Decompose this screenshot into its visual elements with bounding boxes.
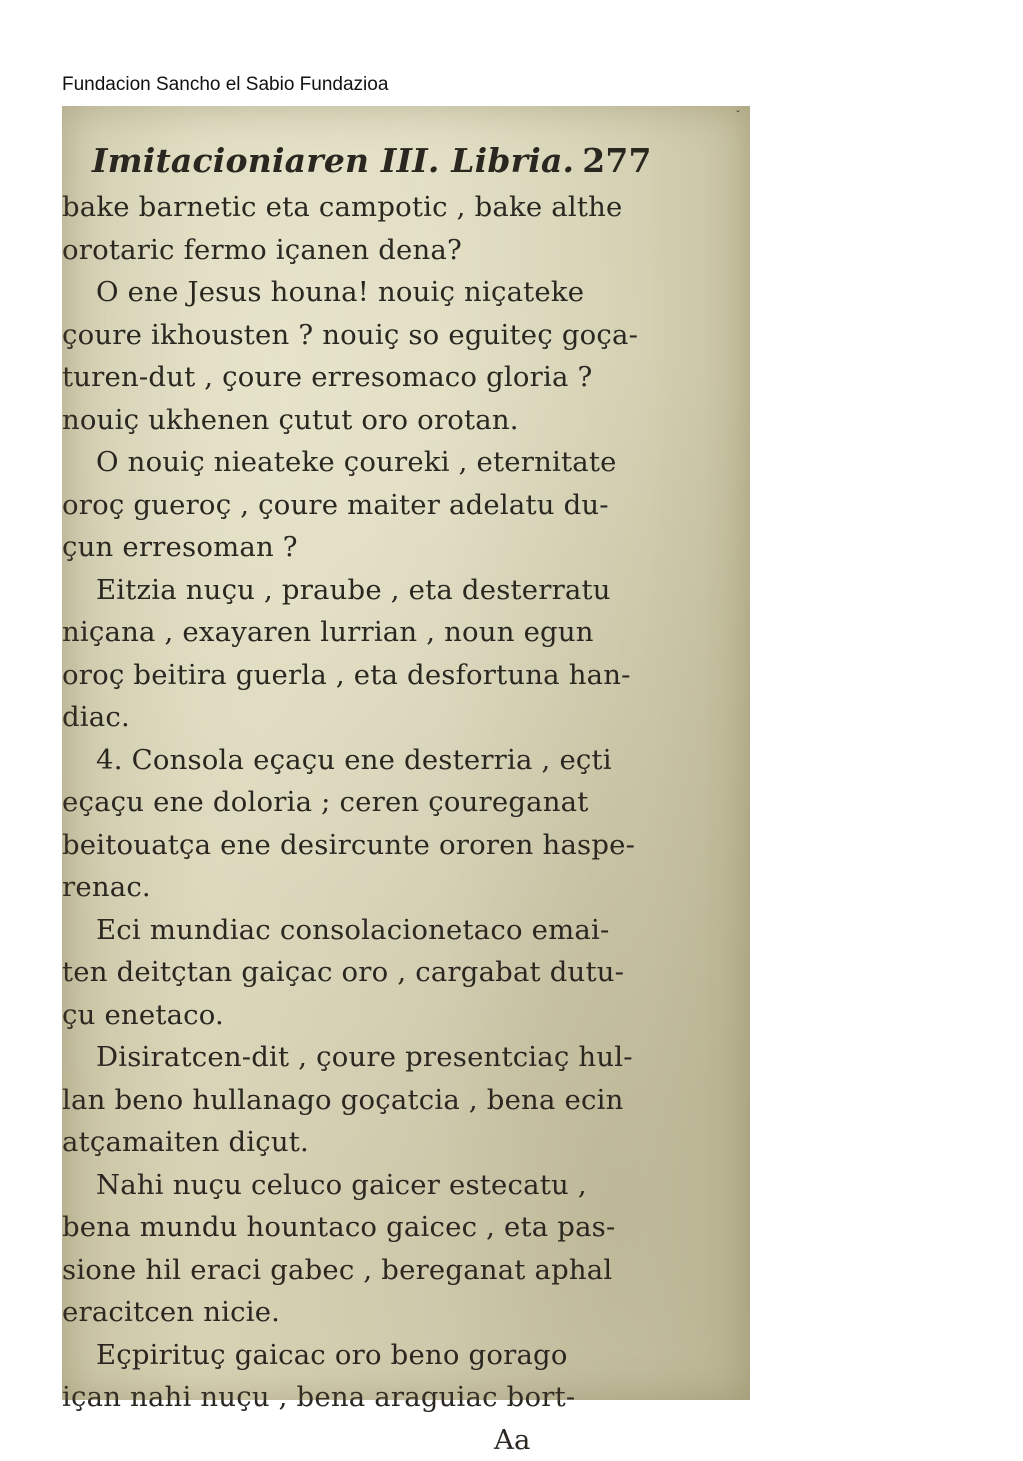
text-line: beitouatça ene desircunte ororen haspe- <box>62 828 636 861</box>
text-line: turen-dut , çoure erresomaco gloria ? <box>62 361 593 393</box>
text-line: eçaçu ene doloria ; ceren çoureganat <box>62 786 589 818</box>
text-line: renac. <box>62 871 151 903</box>
text-line: atçamaiten diçut. <box>62 1126 309 1158</box>
text-line: 4. Consola eçaçu ene desterria , eçti <box>96 743 612 776</box>
text-line: Eçpirituç gaicac oro beno gorago <box>96 1338 568 1371</box>
text-line: Eci mundiac consolacionetaco emai- <box>96 913 610 946</box>
catchword: Aa <box>494 1423 531 1456</box>
text-line: bena mundu hountaco gaicec , eta pas- <box>62 1211 616 1243</box>
archive-header: Fundacion Sancho el Sabio Fundazioa <box>62 74 389 95</box>
text-line: niçana , exayaren lurrian , noun egun <box>62 616 594 648</box>
text-line: O nouiç nieateke çoureki , eternitate <box>96 446 617 478</box>
text-line: Eitzia nuçu , praube , eta desterratu <box>96 573 611 606</box>
text-line: Nahi nuçu celuco gaicer estecatu , <box>96 1168 587 1201</box>
text-line: çoure ikhousten ? nouiç so eguiteç goça- <box>62 318 639 351</box>
text-line: lan beno hullanago goçatcia , bena ecin <box>62 1083 624 1116</box>
text-line: çun erresoman ? <box>62 531 298 563</box>
running-head-title: Imitacioniaren III. Libria. <box>92 141 575 180</box>
text-line: orotaric fermo içanen dena? <box>62 233 462 266</box>
scanned-page <box>62 106 750 1456</box>
corner-mark: ˇ <box>736 108 740 122</box>
running-head <box>62 136 702 186</box>
text-lines <box>62 186 702 1419</box>
text-line: nouiç ukhenen çutut oro orotan. <box>62 403 519 436</box>
text-line: O ene Jesus houna! nouiç niçateke <box>96 276 585 308</box>
text-line: Disiratcen-dit , çoure presentciaç hul- <box>96 1041 633 1073</box>
page-text <box>62 136 702 1461</box>
text-line: çu enetaco. <box>62 998 224 1031</box>
page-number: 277 <box>582 141 652 180</box>
text-line: içan nahi nuçu , bena araguiac bort- <box>62 1381 576 1413</box>
text-line: eracitcen nicie. <box>62 1296 281 1328</box>
text-line: sione hil eraci gabec , bereganat aphal <box>62 1253 613 1286</box>
text-line: diac. <box>62 701 130 733</box>
text-line: oroç beitira guerla , eta desfortuna han- <box>62 658 631 691</box>
text-line: ten deitçtan gaiçac oro , cargabat dutu- <box>62 956 625 988</box>
text-line: bake barnetic eta campotic , bake althe <box>62 191 623 223</box>
text-line: oroç gueroç , çoure maiter adelatu du- <box>62 488 609 521</box>
